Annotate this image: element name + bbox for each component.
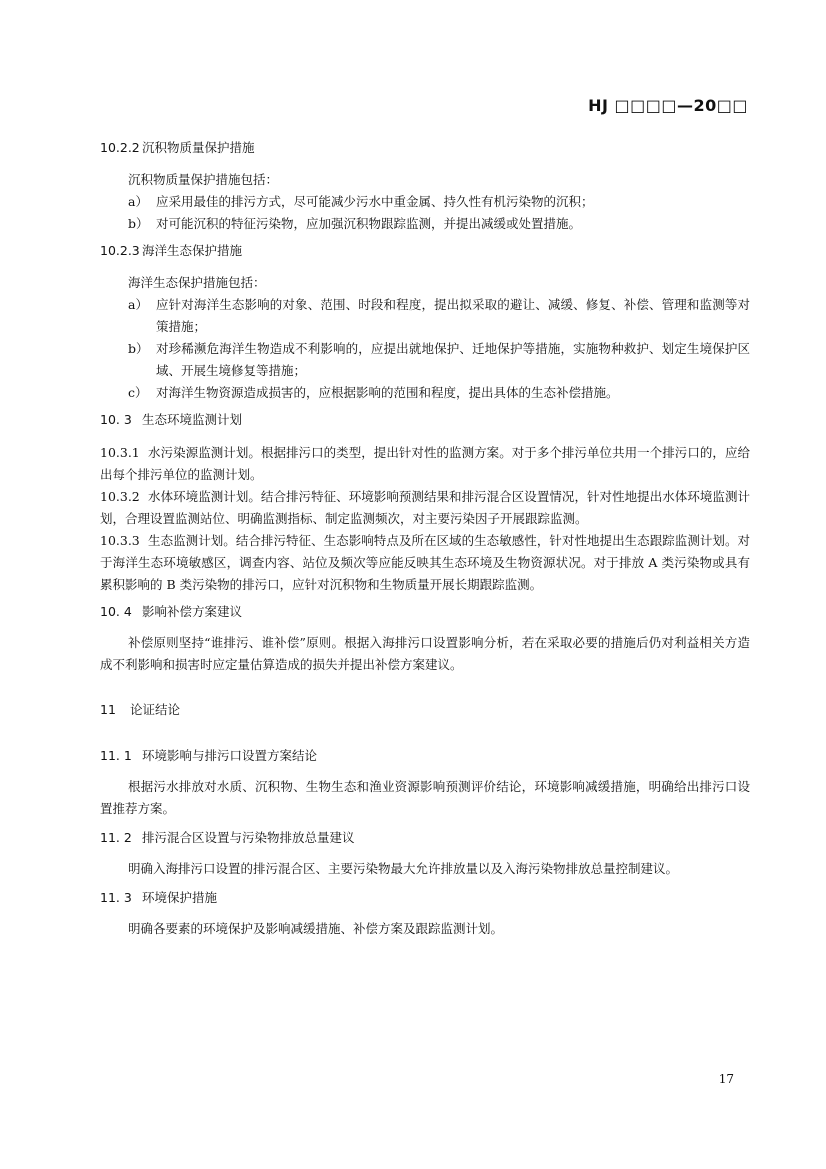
- section-heading-11-3: [100, 888, 750, 908]
- paragraph-number: 10.3.1: [100, 445, 140, 460]
- list-text: 对海洋生物资源造成损害的，应根据影响的范围和程度，提出具体的生态补偿措施。: [156, 385, 619, 400]
- page-number: 17: [718, 1072, 734, 1086]
- section-heading-11-1: [100, 746, 750, 766]
- section-title: 沉积物质量保护措施: [142, 140, 255, 155]
- list-text: 对珍稀濒危海洋生物造成不利影响的，应提出就地保护、迁地保护等措施，实施物种救护、划定生境保护区域、开展生境修复等措施；: [156, 341, 750, 378]
- list-item: [100, 338, 750, 382]
- paragraph-text: 水体环境监测计划。结合排污特征、环境影响预测结果和排污混合区设置情况，针对性地提出水体环境监测计划，合理设置监测站位、明确监测指标、制定监测频次，对主要污染因子开展跟踪监测。: [100, 489, 750, 526]
- section-paragraph: 明确各要素的环境保护及影响减缓措施、补偿方案及跟踪监测计划。: [128, 921, 504, 936]
- paragraph-text: 水污染源监测计划。根据排污口的类型，提出针对性的监测方案。对于多个排污单位共用一个排污口的，应给出每个排污单位的监测计划。: [100, 445, 750, 482]
- paragraph-10-3-1: [100, 442, 750, 486]
- document-code-header: HJ □□□□—20□□: [588, 96, 748, 115]
- list-text: 应针对海洋生态影响的对象、范围、时段和程度，提出拟采取的避让、减缓、修复、补偿、管理和监测等对策措施；: [156, 297, 750, 334]
- section-title: 生态环境监测计划: [142, 412, 243, 427]
- section-paragraph: 明确入海排污口设置的排污混合区、主要污染物最大允许排放量以及入海污染物排放总量控制建议。: [128, 861, 679, 876]
- section-number: 10.2.2: [100, 140, 140, 155]
- list-text: 对可能沉积的特征污染物，应加强沉积物跟踪监测，并提出减缓或处置措施。: [156, 216, 582, 231]
- list-label: b）: [128, 216, 149, 231]
- section-number: 10. 3: [100, 412, 132, 427]
- section-title: 海洋生态保护措施: [142, 243, 243, 258]
- section-number: 10. 4: [100, 604, 132, 619]
- section-heading-10-3: [100, 410, 750, 430]
- chapter-heading-11: [100, 700, 750, 720]
- section-paragraph: 补偿原则坚持“谁排污、谁补偿”原则。根据入海排污口设置影响分析，若在采取必要的措施后仍对利益相关方造成不利影响和损害时应定量估算造成的损失并提出补偿方案建议。: [100, 635, 750, 672]
- list-label: c）: [128, 385, 148, 400]
- section-title: 排污混合区设置与污染物排放总量建议: [142, 830, 355, 845]
- paragraph-number: 10.3.3: [100, 533, 140, 548]
- list-item: [100, 213, 750, 235]
- section-number: 11. 1: [100, 748, 132, 763]
- list-item: [100, 294, 750, 338]
- section-number: 10.2.3: [100, 243, 140, 258]
- section-heading-10-2-2: [100, 138, 750, 158]
- document-body: [100, 138, 750, 940]
- list-label: a）: [128, 297, 148, 312]
- section-intro: 沉积物质量保护措施包括：: [128, 172, 279, 187]
- chapter-title: 论证结论: [130, 702, 181, 717]
- list-label: b）: [128, 341, 149, 356]
- section-heading-11-2: [100, 828, 750, 848]
- section-title: 环境影响与排污口设置方案结论: [142, 748, 318, 763]
- list-item: [100, 382, 750, 404]
- section-paragraph: 根据污水排放对水质、沉积物、生物生态和渔业资源影响预测评价结论，环境影响减缓措施，明确给出排污口设置推荐方案。: [100, 779, 750, 816]
- section-heading-10-4: [100, 602, 750, 622]
- chapter-number: 11: [100, 702, 116, 717]
- paragraph-10-3-2: [100, 486, 750, 530]
- section-number: 11. 3: [100, 890, 132, 905]
- paragraph-text: 生态监测计划。结合排污特征、生态影响特点及所在区域的生态敏感性，针对性地提出生态跟踪监测计划。对于海洋生态环境敏感区，调查内容、站位及频次等应能反映其生态环境及生物资源状况。对于排放 A 类污染物或具有累积影响的 B 类污染物的排污口，应针对沉积物和生物质量开展长期跟踪监测。: [100, 533, 750, 592]
- list-text: 应采用最佳的排污方式，尽可能减少污水中重金属、持久性有机污染物的沉积；: [156, 194, 594, 209]
- paragraph-number: 10.3.2: [100, 489, 140, 504]
- list-label: a）: [128, 194, 148, 209]
- section-title: 影响补偿方案建议: [142, 604, 243, 619]
- section-heading-10-2-3: [100, 241, 750, 261]
- section-title: 环境保护措施: [142, 890, 218, 905]
- section-number: 11. 2: [100, 830, 132, 845]
- paragraph-10-3-3: [100, 530, 750, 596]
- list-item: [100, 191, 750, 213]
- section-intro: 海洋生态保护措施包括：: [128, 275, 266, 290]
